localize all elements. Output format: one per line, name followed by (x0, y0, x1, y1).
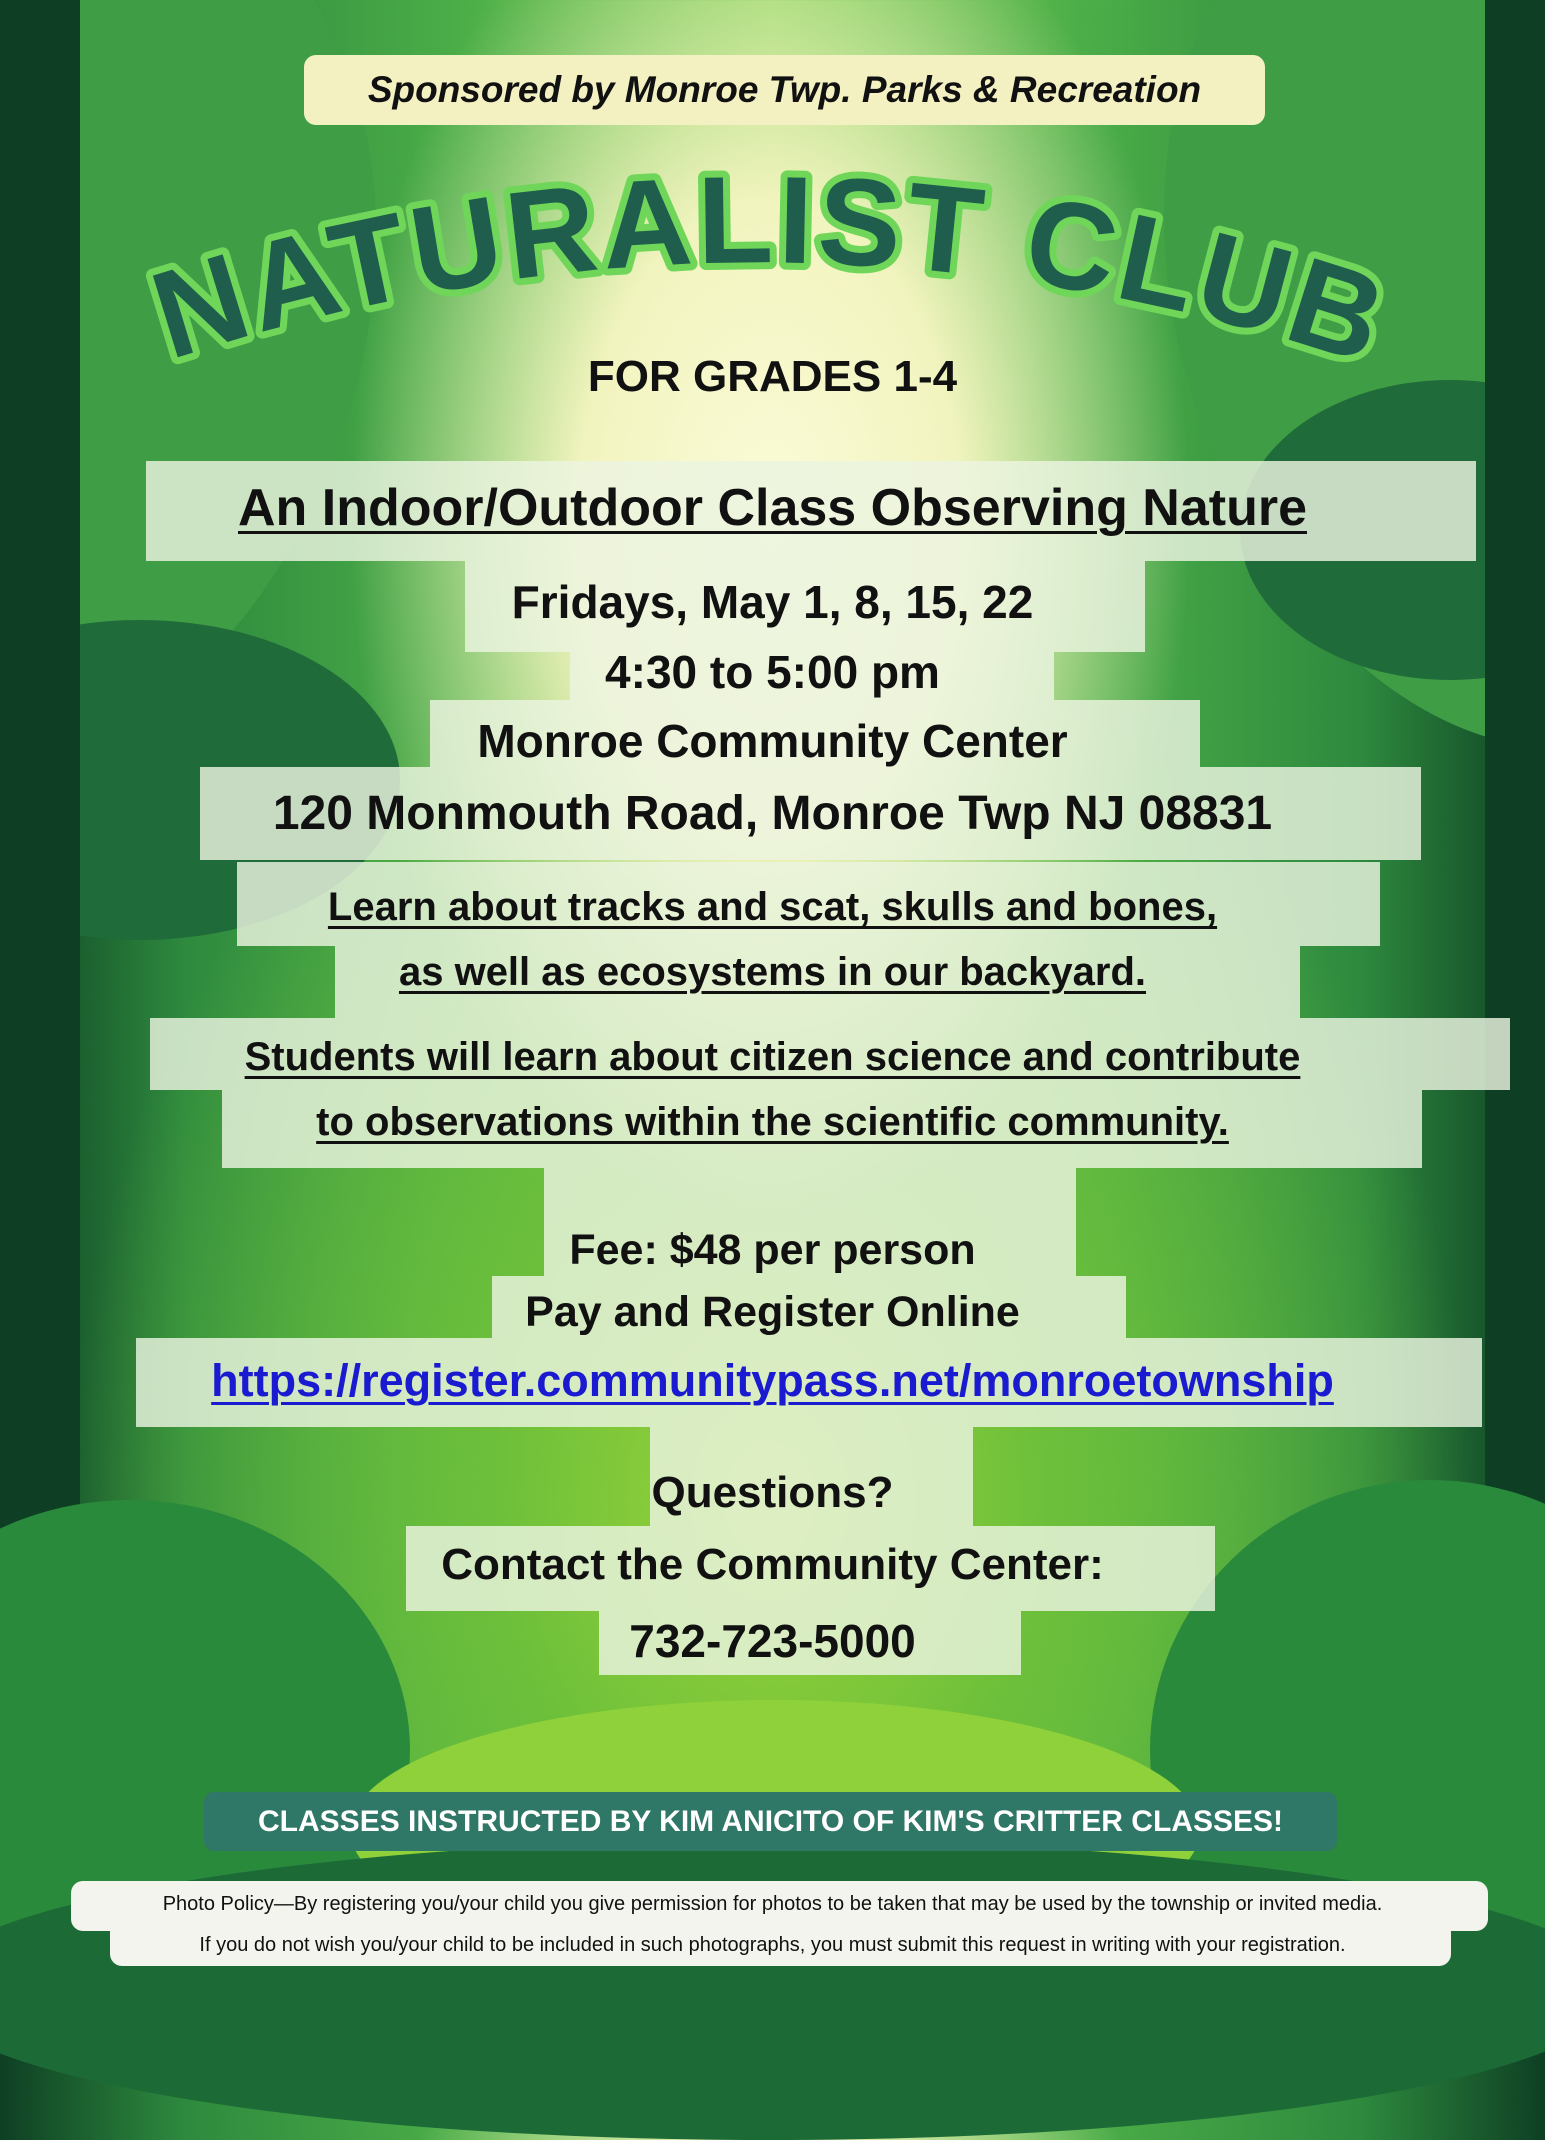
contact: Contact the Community Center: (441, 1540, 1104, 1589)
title-text: NATURALIST CLUB (137, 151, 1404, 392)
fee: Fee: $48 per person (569, 1226, 976, 1274)
address: 120 Monmouth Road, Monroe Twp NJ 08831 (272, 787, 1273, 840)
registration-link[interactable]: https://register.communitypass.net/monroetownship (211, 1355, 1334, 1406)
phone: 732-723-5000 (629, 1615, 916, 1667)
photo-policy-line-2: If you do not wish you/your child to be included in such photographs, you must submit this request in writing with your registration. (199, 1934, 1346, 1956)
students-line-1: Students will learn about citizen science and contribute (244, 1035, 1301, 1079)
photo-policy-line-1: Photo Policy—By registering you/your child you give permission for photos to be taken that may be used by the township or invited media. (162, 1893, 1383, 1915)
questions: Questions? (651, 1468, 894, 1517)
learn-line-2: as well as ecosystems in our backyard. (398, 950, 1147, 994)
time: 4:30 to 5:00 pm (605, 646, 940, 698)
students-line-2: to observations within the scientific community. (316, 1100, 1229, 1144)
subtitle: An Indoor/Outdoor Class Observing Nature (238, 479, 1307, 537)
instructor-banner: CLASSES INSTRUCTED BY KIM ANICITO OF KIM'S CRITTER CLASSES! (204, 1792, 1337, 1851)
learn-line-1: Learn about tracks and scat, skulls and bones, (327, 885, 1218, 929)
grades-text: FOR GRADES 1-4 (587, 352, 958, 401)
dates: Fridays, May 1, 8, 15, 22 (511, 576, 1034, 628)
register-text: Pay and Register Online (525, 1288, 1020, 1336)
venue: Monroe Community Center (477, 715, 1068, 767)
sponsor-text: Sponsored by Monroe Twp. Parks & Recreation (367, 69, 1202, 110)
